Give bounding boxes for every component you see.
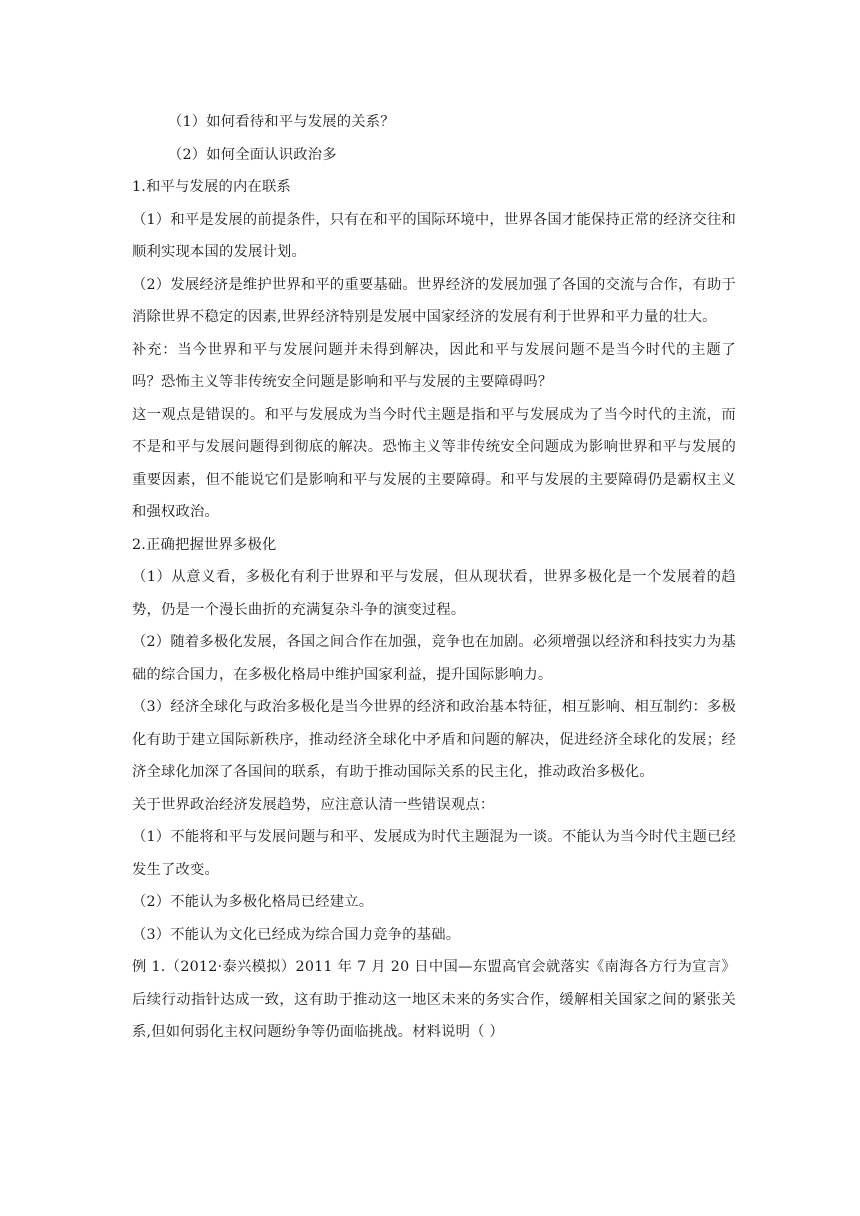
supplement-answer: 这一观点是错误的。和平与发展成为当今时代主题是指和平与发展成为了当今时代的主流，而不是和平与发展问题得到彻底的解决。恐怖主义等非传统安全问题成为影响世界和平与发展的重要因素，但不能说它们是影响和平与发展的主要障碍。和平与发展的主要障碍仍是霸权主义和强权政治。 — [132, 406, 736, 520]
note-3: （3）不能认为文化已经成为综合国力竞争的基础。 — [132, 926, 461, 943]
section-2-heading: 2.正确把握世界多极化 — [132, 536, 277, 553]
section-2-paragraph-2: （2）随着多极化发展，各国之间合作在加强，竞争也在加剧。必须增强以经济和科技实力为基础的综合国力，在多极化格局中维护国家利益，提升国际影响力。 — [132, 634, 736, 683]
document-body — [132, 106, 736, 1049]
section-1-paragraph-2: （2）发展经济是维护世界和平的重要基础。世界经济的发展加强了各国的交流与合作，有助于消除世界不稳定的因素,世界经济特别是发展中国家经济的发展有利于世界和平力量的壮大。 — [132, 276, 736, 325]
section-2-paragraph-1: （1）从意义看，多极化有利于世界和平与发展，但从现状看，世界多极化是一个发展着的趋势，仍是一个漫长曲折的充满复杂斗争的演变过程。 — [132, 569, 736, 618]
section-2-paragraph-3: （3）经济全球化与政治多极化是当今世界的经济和政治基本特征，相互影响、相互制约：多极化有助于建立国际新秩序，推动经济全球化中矛盾和问题的解决，促进经济全球化的发展；经济全球化加深了各国间的联系，有助于推动国际关系的民主化，推动政治多极化。 — [132, 699, 736, 780]
note-2: （2）不能认为多极化格局已经建立。 — [132, 894, 374, 910]
notes-intro: 关于世界政治经济发展趋势，应注意认清一些错误观点： — [132, 796, 495, 813]
section-1-heading: 1.和平与发展的内在联系 — [132, 179, 292, 195]
question-1: （1）如何看待和平与发展的关系？ — [168, 114, 395, 130]
section-1-paragraph-1: （1）和平是发展的前提条件，只有在和平的国际环境中，世界各国才能保持正常的经济交往和顺利实现本国的发展计划。 — [132, 211, 736, 260]
example-1: 例 1.（2012·泰兴模拟）2011 年 7 月 20 日中国—东盟高官会就落实《南海各方行为宣言》后续行动指针达成一致，这有助于推动这一地区未来的务实合作，缓解相关国家之间的紧张关系,但如何弱化主权问题纷争等仍面临挑战。材料说明（ ） — [132, 959, 736, 1040]
note-1: （1）不能将和平与发展问题与和平、发展成为时代主题混为一谈。不能认为当今时代主题已经发生了改变。 — [132, 829, 736, 878]
question-2: （2）如何全面认识政治多 — [168, 146, 337, 163]
supplement-question: 补充：当今世界和平与发展问题并未得到解决，因此和平与发展问题不是当今时代的主题了吗？恐怖主义等非传统安全问题是影响和平与发展的主要障碍吗？ — [132, 341, 736, 390]
